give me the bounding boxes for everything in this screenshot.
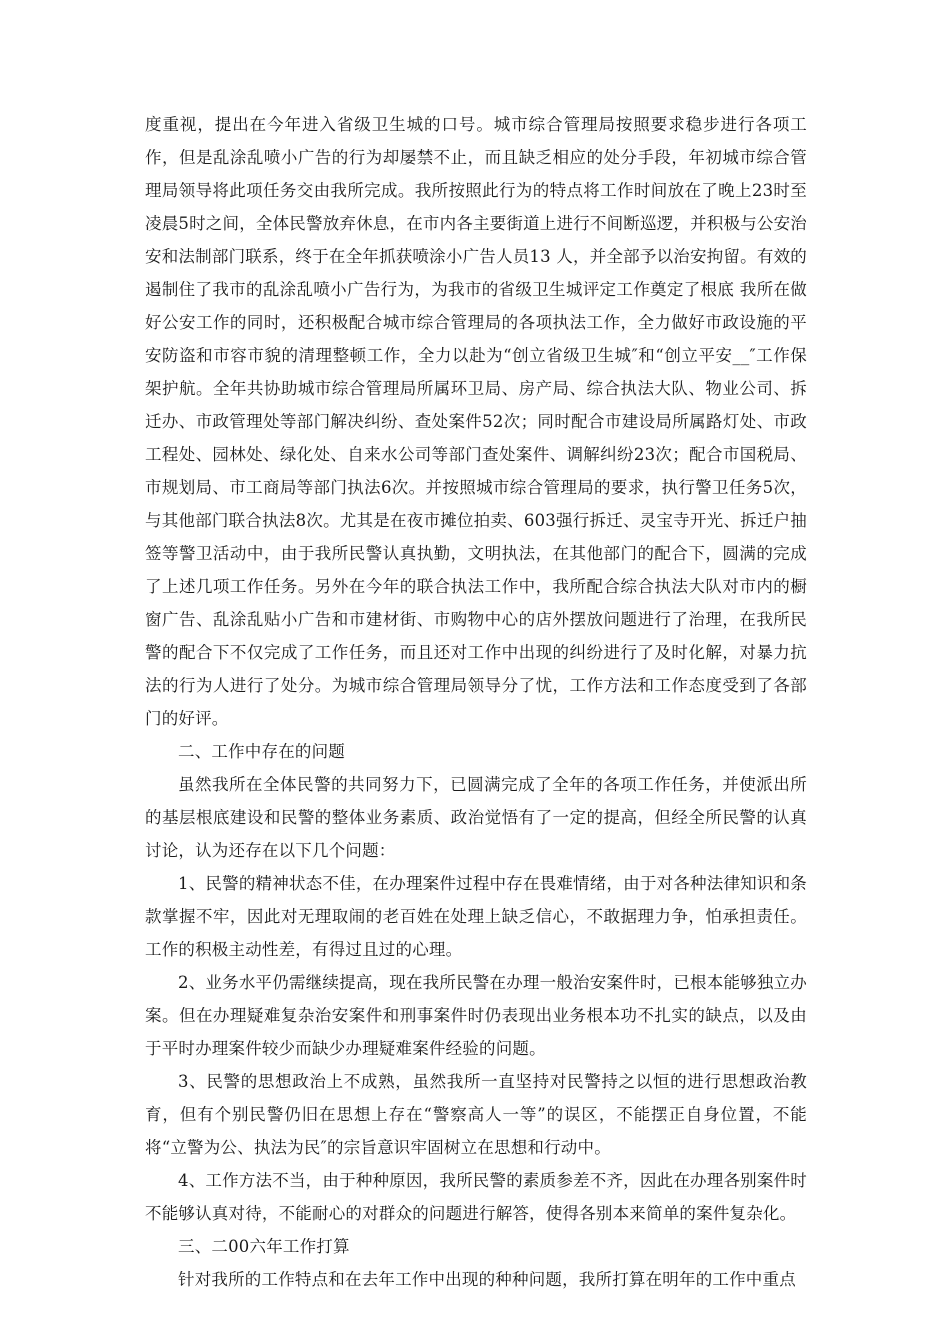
body-paragraph-plan-intro: 针对我所的工作特点和在去年工作中出现的种种问题，我所打算在明年的工作中重点 bbox=[178, 1270, 796, 1289]
problem-item-3: 3、民警的思想政治上不成熟，虽然我所一直坚持对民警持之以恒的进行思想政治教育，但有个别民警仍旧在思想上存在“警察高人一等”的误区，不能摆正自身位置，不能将“立警为公、执法为民″的宗旨意识牢固树立在思想和行动中。 bbox=[145, 1072, 807, 1157]
problem-item-4: 4、工作方法不当，由于种种原因，我所民警的素质参差不齐，因此在办理各别案件时不能够认真对待，不能耐心的对群众的问题进行解答，使得各别本来简单的案件复杂化。 bbox=[145, 1171, 807, 1223]
problem-item-1: 1、民警的精神状态不佳，在办理案件过程中存在畏难情绪，由于对各种法律知识和条款掌握不牢，因此对无理取闹的老百姓在处理上缺乏信心，不敢据理力争，怕承担责任。工作的积极主动性差，有得过且过的心理。 bbox=[145, 874, 807, 959]
section-heading-plan: 三、二00六年工作打算 bbox=[178, 1237, 350, 1256]
body-paragraph-continuation: 度重视，提出在今年进入省级卫生城的口号。城市综合管理局按照要求稳步进行各项工作，但是乱涂乱喷小广告的行为却屡禁不止，而且缺乏相应的处分手段，年初城市综合管理局领导将此项任务交由我所完成。我所按照此行为的特点将工作时间放在了晚上23时至凌晨5时之间，全体民警放弃休息，在市内各主要街道上进行不间断巡逻，并积极与公安治安和法制部门联系，终于在全年抓获喷涂小广告人员13 人，并全部予以治安拘留。有效的遏制住了我市的乱涂乱喷小广告行为，为我市的省级卫生城评定工作奠定了根底 我所在做好公安工作的同时，还积极配合城市综合管理局的各项执法工作，全力做好市政设施的平安防盗和市容市貌的清理整顿工作，全力以赴为“创立省级卫生城″和“创立平安__″工作保架护航。全年共协助城市综合管理局所属环卫局、房产局、综合执法大队、物业公司、拆迁办、市政管理处等部门解决纠纷、查处案件52次；同时配合市建设局所属路灯处、市政工程处、园林处、绿化处、自来水公司等部门查处案件、调解纠纷23次；配合市国税局、市规划局、市工商局等部门执法6次。并按照城市综合管理局的要求，执行警卫任务5次，与其他部门联合执法8次。尤其是在夜市摊位拍卖、603强行拆迁、灵宝寺开光、拆迁户抽签等警卫活动中，由于我所民警认真执勤，文明执法，在其他部门的配合下，圆满的完成了上述几项工作任务。另外在今年的联合执法工作中，我所配合综合执法大队对市内的橱窗广告、乱涂乱贴小广告和市建材街、市购物中心的店外摆放问题进行了治理，在我所民警的配合下不仅完成了工作任务，而且还对工作中出现的纠纷进行了及时化解，对暴力抗法的行为人进行了处分。为城市综合管理局领导分了忧，工作方法和工作态度受到了各部门的好评。 bbox=[145, 115, 807, 728]
section-heading-problems: 二、工作中存在的问题 bbox=[178, 742, 345, 761]
problem-item-2: 2、业务水平仍需继续提高，现在我所民警在办理一般治安案件时，已根本能够独立办案。但在办理疑难复杂治安案件和刑事案件时仍表现出业务根本功不扎实的缺点，以及由于平时办理案件较少而缺少办理疑难案件经验的问题。 bbox=[145, 973, 807, 1058]
body-paragraph-problems-intro: 虽然我所在全体民警的共同努力下，已圆满完成了全年的各项工作任务，并使派出所的基层根底建设和民警的整体业务素质、政治觉悟有了一定的提高，但经全所民警的认真讨论，认为还存在以下几个问题： bbox=[145, 775, 807, 860]
document-body bbox=[145, 108, 807, 1296]
